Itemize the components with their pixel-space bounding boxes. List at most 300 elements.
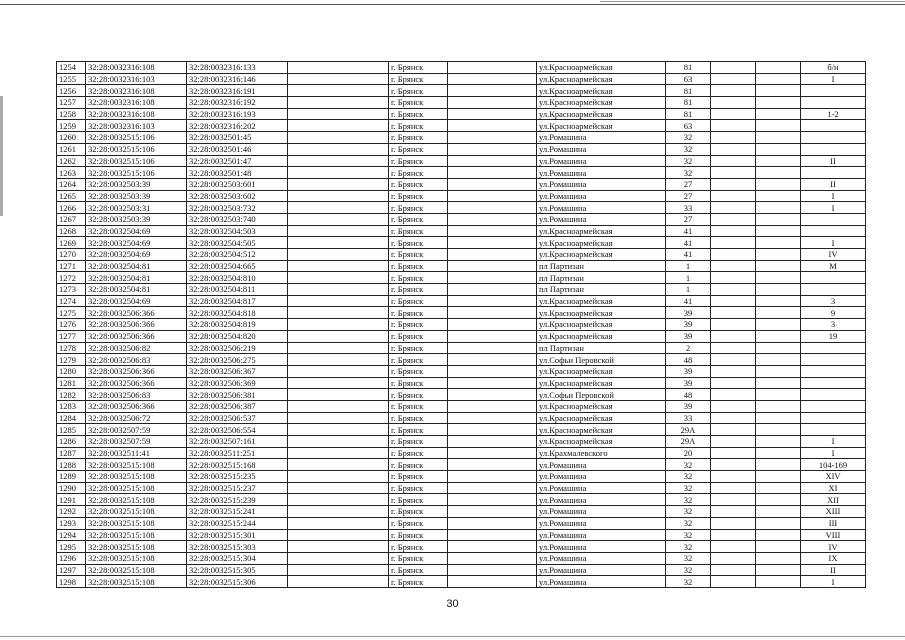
- empty-cell: [711, 365, 756, 377]
- empty-cell: [711, 295, 756, 307]
- empty-cell: [448, 389, 537, 401]
- city-cell: г. Брянск: [389, 143, 448, 155]
- land-cadastral-number-cell: 32:28:0032506:366: [86, 307, 187, 319]
- street-cell: ул.Ромашина: [537, 482, 666, 494]
- premises-number-cell: [801, 400, 866, 412]
- empty-cell: [288, 202, 389, 214]
- city-cell: г. Брянск: [389, 237, 448, 249]
- house-number-cell: 1: [666, 260, 711, 272]
- house-number-cell: 39: [666, 377, 711, 389]
- object-cadastral-number-cell: 32:28:0032515:304: [187, 552, 288, 564]
- land-cadastral-number-cell: 32:28:0032515:108: [86, 576, 187, 588]
- object-cadastral-number-cell: 32:28:0032506:381: [187, 389, 288, 401]
- house-number-cell: 20: [666, 447, 711, 459]
- table-row: [57, 529, 866, 541]
- object-cadastral-number-cell: 32:28:0032501:48: [187, 167, 288, 179]
- empty-cell: [288, 506, 389, 518]
- city-cell: г. Брянск: [389, 132, 448, 144]
- city-cell: г. Брянск: [389, 85, 448, 97]
- land-cadastral-number-cell: 32:28:0032515:106: [86, 132, 187, 144]
- object-cadastral-number-cell: 32:28:0032503:602: [187, 190, 288, 202]
- house-number-cell: 33: [666, 202, 711, 214]
- row-number-cell: 1297: [57, 564, 86, 576]
- street-cell: ул.Ромашина: [537, 167, 666, 179]
- land-cadastral-number-cell: 32:28:0032504:81: [86, 284, 187, 296]
- empty-cell: [711, 108, 756, 120]
- empty-cell: [756, 143, 801, 155]
- empty-cell: [448, 284, 537, 296]
- land-cadastral-number-cell: 32:28:0032316:108: [86, 108, 187, 120]
- object-cadastral-number-cell: 32:28:0032515:244: [187, 517, 288, 529]
- street-cell: ул.Ромашина: [537, 576, 666, 588]
- premises-number-cell: 1-2: [801, 108, 866, 120]
- land-cadastral-number-cell: 32:28:0032515:108: [86, 564, 187, 576]
- object-cadastral-number-cell: 32:28:0032515:239: [187, 494, 288, 506]
- empty-cell: [288, 213, 389, 225]
- empty-cell: [288, 400, 389, 412]
- empty-cell: [288, 237, 389, 249]
- empty-cell: [756, 97, 801, 109]
- land-cadastral-number-cell: 32:28:0032515:108: [86, 459, 187, 471]
- empty-cell: [711, 132, 756, 144]
- empty-cell: [756, 494, 801, 506]
- house-number-cell: 41: [666, 295, 711, 307]
- row-number-cell: 1296: [57, 552, 86, 564]
- empty-cell: [288, 132, 389, 144]
- premises-number-cell: I: [801, 436, 866, 448]
- street-cell: ул.Красноармейская: [537, 330, 666, 342]
- land-cadastral-number-cell: 32:28:0032506:366: [86, 377, 187, 389]
- empty-cell: [288, 564, 389, 576]
- house-number-cell: 32: [666, 564, 711, 576]
- street-cell: ул.Ромашина: [537, 190, 666, 202]
- row-number-cell: 1254: [57, 62, 86, 74]
- empty-cell: [288, 517, 389, 529]
- street-cell: ул.Красноармейская: [537, 62, 666, 74]
- empty-cell: [711, 424, 756, 436]
- street-cell: ул.Красноармейская: [537, 424, 666, 436]
- table-row: [57, 97, 866, 109]
- empty-cell: [711, 143, 756, 155]
- empty-cell: [711, 225, 756, 237]
- house-number-cell: 29А: [666, 436, 711, 448]
- empty-cell: [448, 447, 537, 459]
- city-cell: г. Брянск: [389, 506, 448, 518]
- empty-cell: [288, 576, 389, 588]
- empty-cell: [448, 354, 537, 366]
- land-cadastral-number-cell: 32:28:0032506:366: [86, 365, 187, 377]
- object-cadastral-number-cell: 32:28:0032515:306: [187, 576, 288, 588]
- empty-cell: [711, 85, 756, 97]
- house-number-cell: 32: [666, 529, 711, 541]
- empty-cell: [756, 342, 801, 354]
- object-cadastral-number-cell: 32:28:0032501:45: [187, 132, 288, 144]
- premises-number-cell: [801, 389, 866, 401]
- table-row: [57, 482, 866, 494]
- empty-cell: [756, 62, 801, 74]
- object-cadastral-number-cell: 32:28:0032515:305: [187, 564, 288, 576]
- empty-cell: [711, 471, 756, 483]
- empty-cell: [711, 354, 756, 366]
- object-cadastral-number-cell: 32:28:0032506:537: [187, 412, 288, 424]
- table-row: [57, 377, 866, 389]
- street-cell: ул.Ромашина: [537, 494, 666, 506]
- empty-cell: [711, 120, 756, 132]
- premises-number-cell: [801, 354, 866, 366]
- empty-cell: [448, 190, 537, 202]
- empty-cell: [756, 436, 801, 448]
- object-cadastral-number-cell: 32:28:0032504:817: [187, 295, 288, 307]
- street-cell: ул.Ромашина: [537, 178, 666, 190]
- empty-cell: [711, 389, 756, 401]
- empty-cell: [756, 249, 801, 261]
- premises-number-cell: [801, 377, 866, 389]
- street-cell: ул.Ромашина: [537, 143, 666, 155]
- empty-cell: [711, 576, 756, 588]
- empty-cell: [756, 178, 801, 190]
- empty-cell: [288, 424, 389, 436]
- row-number-cell: 1261: [57, 143, 86, 155]
- premises-number-cell: 9: [801, 307, 866, 319]
- table-row: [57, 447, 866, 459]
- city-cell: г. Брянск: [389, 73, 448, 85]
- street-cell: ул.Красноармейская: [537, 307, 666, 319]
- table-row: [57, 73, 866, 85]
- premises-number-cell: I: [801, 576, 866, 588]
- empty-cell: [448, 167, 537, 179]
- table-row: [57, 424, 866, 436]
- empty-cell: [448, 249, 537, 261]
- row-number-cell: 1278: [57, 342, 86, 354]
- empty-cell: [288, 167, 389, 179]
- empty-cell: [448, 178, 537, 190]
- land-cadastral-number-cell: 32:28:0032506:72: [86, 412, 187, 424]
- object-cadastral-number-cell: 32:28:0032316:193: [187, 108, 288, 120]
- table-row: [57, 494, 866, 506]
- house-number-cell: 27: [666, 190, 711, 202]
- land-cadastral-number-cell: 32:28:0032316:108: [86, 85, 187, 97]
- table-row: [57, 400, 866, 412]
- table-row: [57, 85, 866, 97]
- table-row: [57, 307, 866, 319]
- empty-cell: [288, 73, 389, 85]
- premises-number-cell: II: [801, 178, 866, 190]
- land-cadastral-number-cell: 32:28:0032504:69: [86, 237, 187, 249]
- street-cell: ул.Ромашина: [537, 213, 666, 225]
- house-number-cell: 81: [666, 62, 711, 74]
- empty-cell: [711, 73, 756, 85]
- empty-cell: [756, 284, 801, 296]
- object-cadastral-number-cell: 32:28:0032503:732: [187, 202, 288, 214]
- premises-number-cell: IX: [801, 552, 866, 564]
- house-number-cell: 29А: [666, 424, 711, 436]
- row-number-cell: 1266: [57, 202, 86, 214]
- street-cell: ул.Красноармейская: [537, 319, 666, 331]
- street-cell: ул.Красноармейская: [537, 400, 666, 412]
- house-number-cell: 32: [666, 494, 711, 506]
- empty-cell: [288, 459, 389, 471]
- object-cadastral-number-cell: 32:28:0032507:161: [187, 436, 288, 448]
- empty-cell: [448, 319, 537, 331]
- table-row: [57, 319, 866, 331]
- table-row: [57, 202, 866, 214]
- empty-cell: [448, 73, 537, 85]
- empty-cell: [448, 342, 537, 354]
- object-cadastral-number-cell: 32:28:0032503:601: [187, 178, 288, 190]
- empty-cell: [756, 155, 801, 167]
- empty-cell: [448, 541, 537, 553]
- house-number-cell: 41: [666, 249, 711, 261]
- city-cell: г. Брянск: [389, 576, 448, 588]
- empty-cell: [448, 459, 537, 471]
- street-cell: ул.Красноармейская: [537, 120, 666, 132]
- land-cadastral-number-cell: 32:28:0032503:39: [86, 213, 187, 225]
- empty-cell: [711, 412, 756, 424]
- premises-number-cell: [801, 143, 866, 155]
- object-cadastral-number-cell: 32:28:0032504:512: [187, 249, 288, 261]
- empty-cell: [448, 272, 537, 284]
- street-cell: ул.Ромашина: [537, 517, 666, 529]
- city-cell: г. Брянск: [389, 389, 448, 401]
- street-cell: ул.Красноармейская: [537, 412, 666, 424]
- land-cadastral-number-cell: 32:28:0032504:81: [86, 260, 187, 272]
- table-row: [57, 237, 866, 249]
- empty-cell: [756, 307, 801, 319]
- empty-cell: [448, 155, 537, 167]
- empty-cell: [288, 330, 389, 342]
- empty-cell: [288, 155, 389, 167]
- empty-cell: [711, 506, 756, 518]
- object-cadastral-number-cell: 32:28:0032504:505: [187, 237, 288, 249]
- row-number-cell: 1295: [57, 541, 86, 553]
- premises-number-cell: [801, 132, 866, 144]
- city-cell: г. Брянск: [389, 447, 448, 459]
- table-row: [57, 155, 866, 167]
- land-cadastral-number-cell: 32:28:0032506:366: [86, 319, 187, 331]
- object-cadastral-number-cell: 32:28:0032506:387: [187, 400, 288, 412]
- empty-cell: [756, 202, 801, 214]
- city-cell: г. Брянск: [389, 494, 448, 506]
- city-cell: г. Брянск: [389, 155, 448, 167]
- table-row: [57, 225, 866, 237]
- house-number-cell: 41: [666, 225, 711, 237]
- row-number-cell: 1275: [57, 307, 86, 319]
- land-cadastral-number-cell: 32:28:0032515:108: [86, 494, 187, 506]
- row-number-cell: 1260: [57, 132, 86, 144]
- street-cell: ул.Красноармейская: [537, 249, 666, 261]
- premises-number-cell: II: [801, 564, 866, 576]
- street-cell: ул.Крахмалевского: [537, 447, 666, 459]
- empty-cell: [711, 249, 756, 261]
- house-number-cell: 32: [666, 541, 711, 553]
- premises-number-cell: б/н: [801, 62, 866, 74]
- city-cell: г. Брянск: [389, 342, 448, 354]
- street-cell: ул.Ромашина: [537, 155, 666, 167]
- empty-cell: [288, 272, 389, 284]
- object-cadastral-number-cell: 32:28:0032506:219: [187, 342, 288, 354]
- empty-cell: [448, 412, 537, 424]
- row-number-cell: 1259: [57, 120, 86, 132]
- object-cadastral-number-cell: 32:28:0032316:191: [187, 85, 288, 97]
- house-number-cell: 32: [666, 552, 711, 564]
- empty-cell: [756, 319, 801, 331]
- land-cadastral-number-cell: 32:28:0032316:103: [86, 73, 187, 85]
- premises-number-cell: M: [801, 260, 866, 272]
- empty-cell: [711, 459, 756, 471]
- street-cell: ул.Красноармейская: [537, 97, 666, 109]
- land-cadastral-number-cell: 32:28:0032504:69: [86, 295, 187, 307]
- empty-cell: [448, 307, 537, 319]
- premises-number-cell: 3: [801, 295, 866, 307]
- row-number-cell: 1255: [57, 73, 86, 85]
- empty-cell: [288, 529, 389, 541]
- premises-number-cell: [801, 284, 866, 296]
- empty-cell: [448, 436, 537, 448]
- object-cadastral-number-cell: 32:28:0032316:133: [187, 62, 288, 74]
- city-cell: г. Брянск: [389, 249, 448, 261]
- object-cadastral-number-cell: 32:28:0032515:235: [187, 471, 288, 483]
- empty-cell: [756, 529, 801, 541]
- row-number-cell: 1279: [57, 354, 86, 366]
- table-row: [57, 471, 866, 483]
- table-row: [57, 272, 866, 284]
- house-number-cell: 39: [666, 319, 711, 331]
- house-number-cell: 48: [666, 354, 711, 366]
- premises-number-cell: [801, 412, 866, 424]
- object-cadastral-number-cell: 32:28:0032504:665: [187, 260, 288, 272]
- empty-cell: [448, 213, 537, 225]
- empty-cell: [711, 284, 756, 296]
- city-cell: г. Брянск: [389, 529, 448, 541]
- empty-cell: [448, 132, 537, 144]
- street-cell: пл Партизан: [537, 272, 666, 284]
- object-cadastral-number-cell: 32:28:0032511:251: [187, 447, 288, 459]
- premises-number-cell: [801, 167, 866, 179]
- city-cell: г. Брянск: [389, 260, 448, 272]
- house-number-cell: 63: [666, 120, 711, 132]
- empty-cell: [288, 494, 389, 506]
- empty-cell: [288, 307, 389, 319]
- empty-cell: [711, 436, 756, 448]
- empty-cell: [448, 97, 537, 109]
- house-number-cell: 81: [666, 97, 711, 109]
- empty-cell: [756, 167, 801, 179]
- house-number-cell: 1: [666, 284, 711, 296]
- empty-cell: [711, 237, 756, 249]
- house-number-cell: 32: [666, 167, 711, 179]
- empty-cell: [448, 62, 537, 74]
- empty-cell: [448, 377, 537, 389]
- premises-number-cell: III: [801, 517, 866, 529]
- empty-cell: [288, 482, 389, 494]
- street-cell: ул.Красноармейская: [537, 73, 666, 85]
- row-number-cell: 1277: [57, 330, 86, 342]
- land-cadastral-number-cell: 32:28:0032515:106: [86, 143, 187, 155]
- city-cell: г. Брянск: [389, 225, 448, 237]
- city-cell: г. Брянск: [389, 365, 448, 377]
- house-number-cell: 32: [666, 132, 711, 144]
- table-row: [57, 284, 866, 296]
- premises-number-cell: [801, 365, 866, 377]
- empty-cell: [711, 400, 756, 412]
- empty-cell: [288, 120, 389, 132]
- empty-cell: [448, 576, 537, 588]
- empty-cell: [756, 108, 801, 120]
- table-row: [57, 552, 866, 564]
- empty-cell: [756, 272, 801, 284]
- street-cell: ул.Красноармейская: [537, 85, 666, 97]
- city-cell: г. Брянск: [389, 167, 448, 179]
- row-number-cell: 1289: [57, 471, 86, 483]
- house-number-cell: 27: [666, 213, 711, 225]
- house-number-cell: 32: [666, 143, 711, 155]
- land-cadastral-number-cell: 32:28:0032506:366: [86, 400, 187, 412]
- empty-cell: [756, 400, 801, 412]
- empty-cell: [448, 120, 537, 132]
- object-cadastral-number-cell: 32:28:0032504:503: [187, 225, 288, 237]
- row-number-cell: 1263: [57, 167, 86, 179]
- row-number-cell: 1258: [57, 108, 86, 120]
- empty-cell: [288, 412, 389, 424]
- street-cell: ул.Ромашина: [537, 459, 666, 471]
- premises-number-cell: [801, 97, 866, 109]
- premises-number-cell: [801, 120, 866, 132]
- house-number-cell: 39: [666, 307, 711, 319]
- street-cell: ул.Ромашина: [537, 471, 666, 483]
- empty-cell: [448, 225, 537, 237]
- empty-cell: [711, 319, 756, 331]
- street-cell: ул.Ромашина: [537, 132, 666, 144]
- empty-cell: [711, 552, 756, 564]
- empty-cell: [711, 155, 756, 167]
- scan-bottom-rule: [0, 636, 905, 637]
- city-cell: г. Брянск: [389, 424, 448, 436]
- object-cadastral-number-cell: 32:28:0032506:275: [187, 354, 288, 366]
- house-number-cell: 63: [666, 73, 711, 85]
- street-cell: ул.Ромашина: [537, 202, 666, 214]
- row-number-cell: 1284: [57, 412, 86, 424]
- empty-cell: [756, 190, 801, 202]
- premises-number-cell: I: [801, 190, 866, 202]
- object-cadastral-number-cell: 32:28:0032515:168: [187, 459, 288, 471]
- empty-cell: [448, 295, 537, 307]
- premises-number-cell: VIII: [801, 529, 866, 541]
- table-row: [57, 354, 866, 366]
- empty-cell: [448, 517, 537, 529]
- house-number-cell: 2: [666, 342, 711, 354]
- street-cell: ул.Софьи Перовской: [537, 389, 666, 401]
- table-row: [57, 190, 866, 202]
- street-cell: ул.Ромашина: [537, 529, 666, 541]
- premises-number-cell: I: [801, 202, 866, 214]
- land-cadastral-number-cell: 32:28:0032316:108: [86, 62, 187, 74]
- premises-number-cell: [801, 424, 866, 436]
- city-cell: г. Брянск: [389, 564, 448, 576]
- row-number-cell: 1283: [57, 400, 86, 412]
- empty-cell: [288, 541, 389, 553]
- register-table-body: [57, 62, 866, 588]
- land-cadastral-number-cell: 32:28:0032515:106: [86, 155, 187, 167]
- city-cell: г. Брянск: [389, 377, 448, 389]
- row-number-cell: 1264: [57, 178, 86, 190]
- row-number-cell: 1265: [57, 190, 86, 202]
- row-number-cell: 1273: [57, 284, 86, 296]
- premises-number-cell: [801, 342, 866, 354]
- city-cell: г. Брянск: [389, 202, 448, 214]
- city-cell: г. Брянск: [389, 272, 448, 284]
- city-cell: г. Брянск: [389, 307, 448, 319]
- street-cell: пл Партизан: [537, 284, 666, 296]
